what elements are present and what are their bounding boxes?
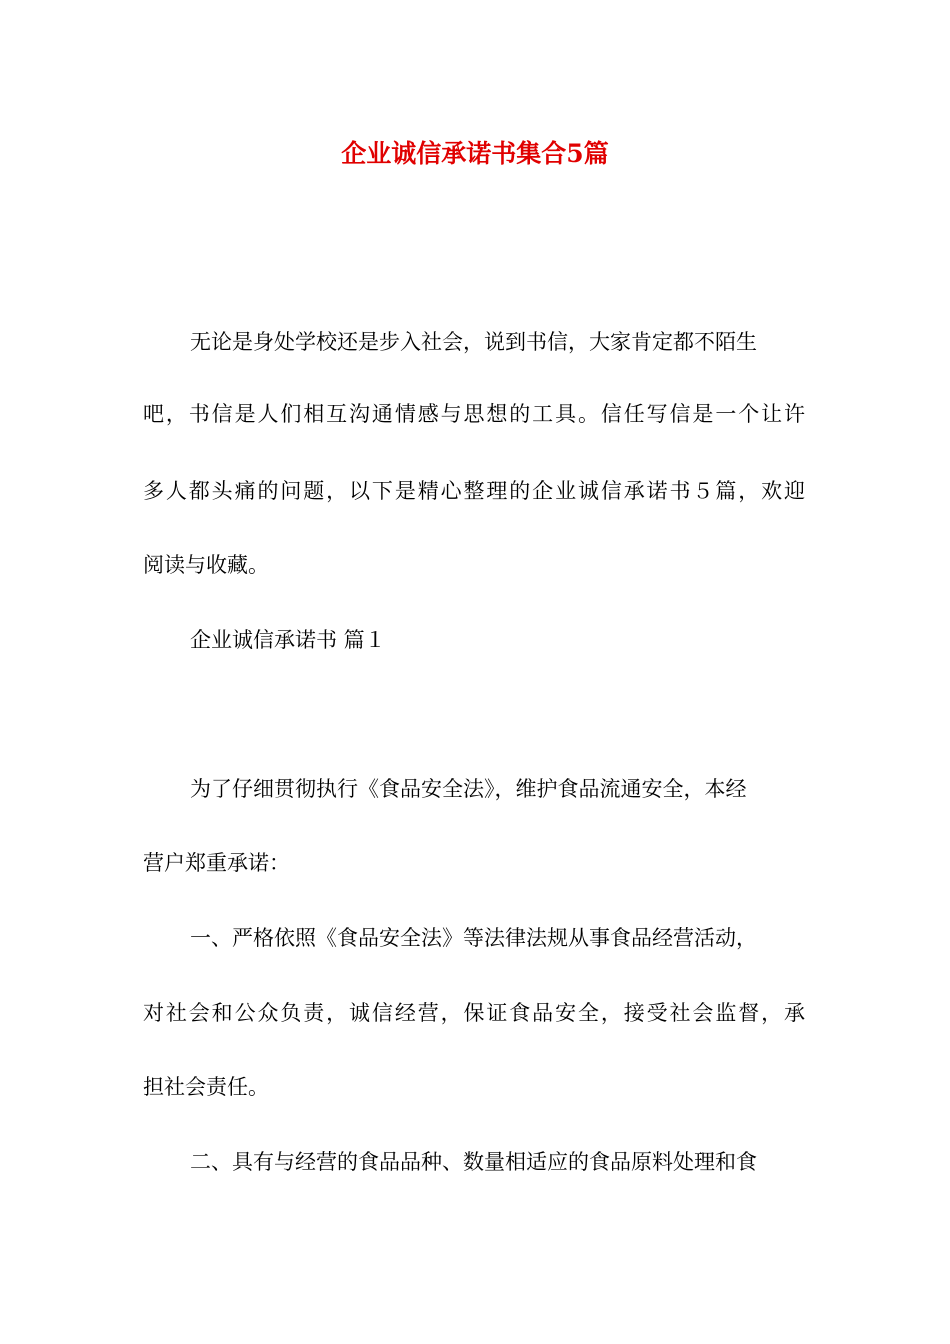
paragraph-intro-line-2: 吧，书信是人们相互沟通情感与思想的工具。信任写信是一个让许	[143, 402, 805, 426]
paragraph-intro-line-4: 阅读与收藏。	[143, 553, 269, 577]
paragraph-1-line-2: 营户郑重承诺：	[143, 851, 290, 875]
paragraph-2-line-3: 担社会责任。	[143, 1075, 269, 1099]
paragraph-3-line-1: 二、具有与经营的食品品种、数量相适应的食品原料处理和食	[190, 1150, 757, 1174]
paragraph-2-line-2: 对社会和公众负责，诚信经营，保证食品安全，接受社会监督，承	[143, 1001, 805, 1025]
document-title: 企业诚信承诺书集合5篇	[341, 139, 609, 168]
paragraph-2-line-1: 一、严格依照《食品安全法》等法律法规从事食品经营活动，	[190, 926, 757, 950]
section-heading: 企业诚信承诺书 篇１	[190, 628, 386, 652]
paragraph-intro-line-1: 无论是身处学校还是步入社会，说到书信，大家肯定都不陌生	[190, 330, 757, 354]
paragraph-1-line-1: 为了仔细贯彻执行《食品安全法》，维护食品流通安全，本经	[190, 777, 747, 801]
paragraph-intro-line-3: 多人都头痛的问题，以下是精心整理的企业诚信承诺书５篇，欢迎	[143, 479, 805, 503]
